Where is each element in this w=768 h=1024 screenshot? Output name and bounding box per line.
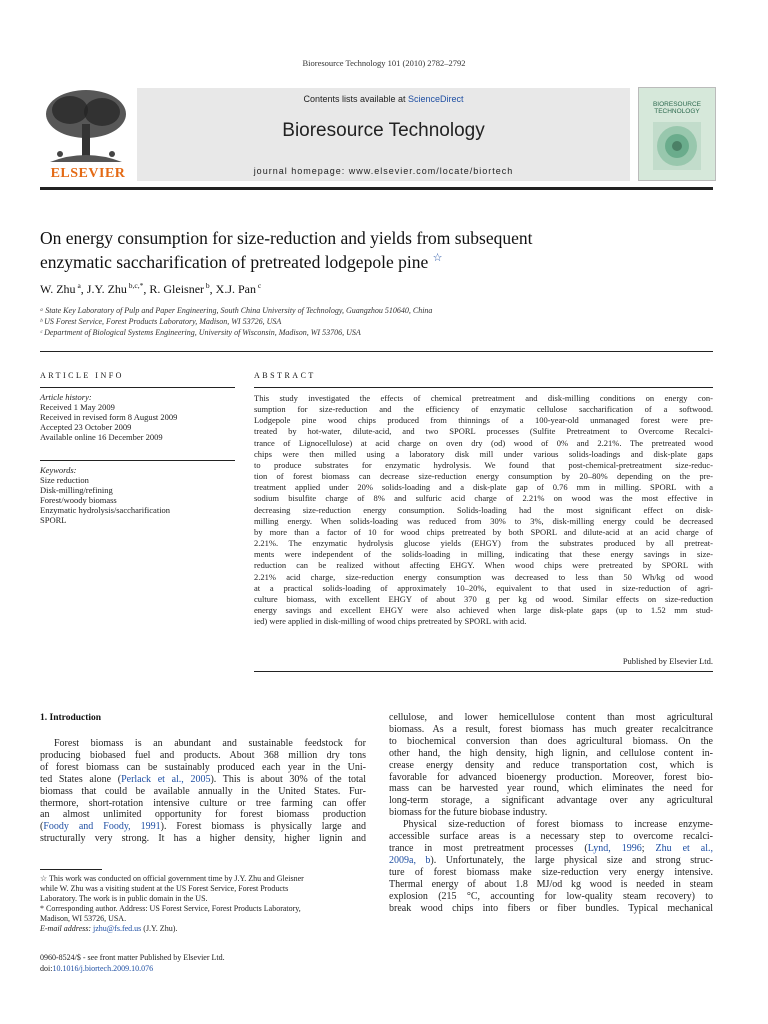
author-sup: a xyxy=(77,281,81,290)
abstract-line: sumption for size-reduction and the efficiency of enzymatic cellulose saccharification of a softwood. xyxy=(254,404,713,415)
abstract-line: 2.21%. The enzymatic hydrolysis glucose yields (EHGY) from the substrates produced by all pretreat- xyxy=(254,538,713,549)
abstract-line: trance of Lignocellulose) at acid charge on oven dry (od) wood of 0% and 2.21%. The pretreated wood xyxy=(254,437,713,448)
body-text-line: biomass that could be available annually in the United States. Fur- xyxy=(40,785,366,797)
title-line-2: enzymatic saccharification of pretreated lodgepole pine xyxy=(40,251,429,272)
abstract-bottom-rule xyxy=(254,671,713,672)
abstract-line: culture biomass, with excellent EHGY of about 370 g per kg od wood. Similar effects on size-reduction xyxy=(254,593,713,604)
contents-lists-line xyxy=(137,94,630,104)
body-text-line: an almost unlimited opportunity for forest biomass production xyxy=(40,809,366,821)
article-info-label: ARTICLE INFO xyxy=(40,371,124,380)
footnote-line: Madison, WI 53726, USA. xyxy=(40,914,127,923)
body-text-line: break wood chips into fibers or fiber bundles. Typical mechanical xyxy=(389,902,713,914)
abstract-line: sodium bisulfite charge of 8% and sulfuric acid charge of 2.21% on wood was the most effective in xyxy=(254,493,713,504)
abstract-line: This study investigated the effects of chemical pretreatment and disk-milling conditions on energy con- xyxy=(254,393,713,403)
body-text-line: 2009a, b). Unfortunately, the large physical size and strong struc- xyxy=(389,854,713,866)
keywords-block xyxy=(40,465,235,525)
affiliation-a: ᵃ State Key Laboratory of Pulp and Paper Engineering, South China University of Technology, Guangzhou 510640, China xyxy=(40,306,433,315)
history-online: Available online 16 December 2009 xyxy=(40,432,163,442)
body-text-line: Forest biomass is an abundant and sustainable feedstock for xyxy=(54,738,366,749)
abstract-line: chips were then milled using a laboratory disk mill under various solids-loadings and disk-plate gaps xyxy=(254,448,713,459)
abstract-line: tion of forest biomass can decrease size-reduction energy consumption by 20–80% depending on the pre- xyxy=(254,471,713,482)
keywords-label: Keywords: xyxy=(40,465,77,475)
abstract-rule xyxy=(254,387,713,388)
history-accepted: Accepted 23 October 2009 xyxy=(40,422,132,432)
cover-title-1: BIORESOURCE xyxy=(652,101,702,108)
footnote-line: Laboratory. The work is in public domain in the US. xyxy=(40,894,208,903)
abstract-label: ABSTRACT xyxy=(254,371,316,380)
journal-citation: Bioresource Technology 101 (2010) 2782–2792 xyxy=(302,58,466,68)
intro-heading: 1. Introduction xyxy=(40,713,102,723)
body-text-line: ture of forest biomass make size-reduction very energy intensive. xyxy=(389,866,713,878)
body-text-line: ted States alone (Perlack et al., 2005). This is about 30% of the total xyxy=(40,773,367,785)
keyword-item: Disk-milling/refining xyxy=(40,485,113,495)
keyword-item: SPORL xyxy=(40,515,67,525)
article-history-label: Article history: xyxy=(40,392,92,402)
footnote-line: ☆ This work was conducted on official government time by J.Y. Zhu and Gleisner xyxy=(40,874,304,883)
body-text-line: to biochemical conversion than does agricultural biomass. On the xyxy=(389,735,713,747)
article-history xyxy=(40,392,235,442)
body-text-line: crease energy density and reduce transportation cost, which is xyxy=(389,759,713,771)
abstract-line: decreasing size-reduction energy consumption. Solids-loading had the most significant effect on disk- xyxy=(254,504,713,515)
body-text-line: thermore, short-rotation intensive culture or tree farming can offer xyxy=(40,797,366,809)
journal-cover-thumbnail xyxy=(638,87,716,181)
title-line-1: On energy consumption for size-reduction and yields from subsequent xyxy=(40,228,533,248)
cover-title-2: TECHNOLOGY xyxy=(654,108,700,115)
body-text-line: other hand, the high density, high lignin, and cellulose content in- xyxy=(389,747,713,759)
body-text-line: structurally very strong. It has a higher density, higher lignin and xyxy=(40,833,366,845)
doi-line xyxy=(40,964,153,974)
published-by: Published by Elsevier Ltd. xyxy=(622,656,713,666)
body-text-line: of forest biomass can be sustainably produced each year in the Uni- xyxy=(40,761,366,773)
issn-line: 0960-8524/$ - see front matter Published by Elsevier Ltd. xyxy=(40,953,225,962)
abstract-line: reduction can be realized without affecting EHGY. When wood chips were pretreated by SPORL with xyxy=(254,560,713,571)
journal-homepage[interactable]: journal homepage: www.elsevier.com/locate/biortech xyxy=(253,166,514,176)
affiliation-b: ᵇ US Forest Service, Forest Products Laboratory, Madison, WI 53726, USA xyxy=(40,317,282,326)
author-name[interactable]: X.J. Pan xyxy=(215,282,256,296)
abstract-text xyxy=(254,393,713,627)
intro-left-column xyxy=(40,738,366,845)
article-info-rule xyxy=(40,387,235,388)
doi-link[interactable]: 10.1016/j.biortech.2009.10.076 xyxy=(52,964,154,973)
abstract-line: 2.21% acid charge, size-reduction energy consumption was decreased to less than 50 Wh/kg od wood xyxy=(254,571,713,582)
body-text-line: accessible surface areas is a necessary step to overcome recalci- xyxy=(389,831,713,843)
body-text-line: cellulose, and lower hemicellulose content than most agricultural xyxy=(389,712,713,723)
abstract-line: to produce substrates for enzymatic hydrolysis. We found that post-chemical-pretreatment size-reduc- xyxy=(254,459,713,470)
footnote-email xyxy=(40,924,366,934)
affiliation-c: ᶜ Department of Biological Systems Engineering, University of Wisconsin, Madison, WI 53706, USA xyxy=(40,328,361,337)
keyword-item: Size reduction xyxy=(40,475,89,485)
body-text-line: mass can be harvested year round, which eliminates the need for xyxy=(389,783,713,795)
author-list: W. Zhu $^a$, J.Y. Zhu $^{b,c,*}$, R. Gleisner $^b$, X.J. Pan $^c$ xyxy=(40,281,262,296)
email-label: E-mail address: xyxy=(40,924,94,933)
author-name[interactable]: J.Y. Zhu xyxy=(86,282,127,296)
contents-prefix: Contents lists available at xyxy=(303,94,409,104)
author-sup: b xyxy=(205,281,210,290)
abstract-line: milling energy. When solids-loading was reduced from 30% to 3%, disk-milling energy could be decreased xyxy=(254,515,713,526)
body-text-line: Thermal energy of about 1.8 MJ/od kg wood is needed in steam xyxy=(389,878,713,890)
footnote-line: while W. Zhu was a visiting student at the US Forest Service, Forest Products xyxy=(40,884,289,893)
footnote-line: * Corresponding author. Address: US Forest Service, Forest Products Laboratory, xyxy=(40,904,301,913)
body-text-line: (Foody and Foody, 1991). Forest biomass is physically large and xyxy=(40,821,367,833)
abstract-line: energy savings and excellent EHGY were also achieved when large disk-plate gaps (up to 1.52 mm stud- xyxy=(254,604,713,615)
abstract-line: treated by hot-water, dilute-acid, and two SPORL processes (Sulfite Pretreatment to Overcome Recalci- xyxy=(254,426,713,437)
body-text-line: biomass for the future biobase industry. xyxy=(389,807,548,819)
body-text-line: favorable for advanced bioenergy production. Moreover, forest bio- xyxy=(389,771,713,783)
footnote-corresponding xyxy=(40,904,366,924)
affiliations-rule xyxy=(40,351,713,352)
footnote-rule xyxy=(40,869,102,870)
abstract-line: ied) were applied in disk-milling of wood chips pretreated by SPORL with acid. xyxy=(254,616,527,627)
author-name[interactable]: W. Zhu xyxy=(40,282,76,296)
citation-link[interactable]: 2009a, b xyxy=(389,854,431,866)
abstract-line: ments were independent of the solids-loading in milling, indicating that these energy savings in size- xyxy=(254,549,713,560)
sciencedirect-link[interactable]: ScienceDirect xyxy=(408,94,464,104)
email-suffix: (J.Y. Zhu). xyxy=(141,924,178,933)
keywords-rule xyxy=(40,460,235,461)
body-text-line: biomass. As a result, forest biomass has much greater recalcitrance xyxy=(389,723,713,735)
doi-prefix: doi: xyxy=(40,964,53,973)
abstract-line: by more than a factor of 10 for wood chips pretreated by both SPORL and dilute-acid at an acid charge of xyxy=(254,526,713,537)
body-text-line: long-term storage, a significant advantage over any agricultural xyxy=(389,795,713,807)
keyword-item: Forest/woody biomass xyxy=(40,495,117,505)
author-sup: c xyxy=(257,281,262,290)
elsevier-wordmark: ELSEVIER xyxy=(50,166,126,181)
body-text-line: Physical size-reduction of forest biomass to increase enzyme- xyxy=(403,819,713,831)
citation-link[interactable]: Perlack et al., 2005 xyxy=(121,773,211,785)
abstract-line: Lodgepole pine wood chips produced from thinnings of a 100-year-old unmanaged forest were pre- xyxy=(254,415,713,426)
cover-pattern-icon xyxy=(639,88,715,180)
abstract-line: at a practical solids-loading of approximately 10–20%, equivalent to that used in size-reduction of agri- xyxy=(254,582,713,593)
intro-right-column xyxy=(389,712,713,914)
abstract-line: treatment applied under 20% solids-loading and a disk-plate gap of 0.76 mm in milling. SPORL with a xyxy=(254,482,713,493)
history-revised: Received in revised form 8 August 2009 xyxy=(40,412,178,422)
body-text-line: producing biobased fuel and products. About 368 million dry tons xyxy=(40,749,366,761)
footnotes xyxy=(40,874,366,934)
email-link[interactable]: jzhu@fs.fed.us xyxy=(93,924,142,933)
footnote-star xyxy=(40,874,366,904)
header-rule xyxy=(40,187,713,190)
article-title xyxy=(40,228,660,272)
citation-link[interactable]: Lynd, 1996 xyxy=(587,842,642,854)
body-text-line: trance in most pretreatment processes (Lynd, 1996; Zhu et al., xyxy=(389,842,714,854)
author-name[interactable]: R. Gleisner xyxy=(149,282,205,296)
citation-link[interactable]: Zhu et al., xyxy=(655,842,714,854)
body-text-line: explosion (215 °C, accounting for low-quality steam recovery) to xyxy=(389,890,713,902)
title-star-footnote[interactable]: ☆ xyxy=(432,252,443,264)
keyword-item: Enzymatic hydrolysis/saccharification xyxy=(40,505,171,515)
history-received: Received 1 May 2009 xyxy=(40,402,115,412)
journal-name: Bioresource Technology xyxy=(282,120,485,141)
citation-link[interactable]: Foody and Foody, 1991 xyxy=(43,821,161,833)
author-sup: b,c,* xyxy=(128,281,144,290)
